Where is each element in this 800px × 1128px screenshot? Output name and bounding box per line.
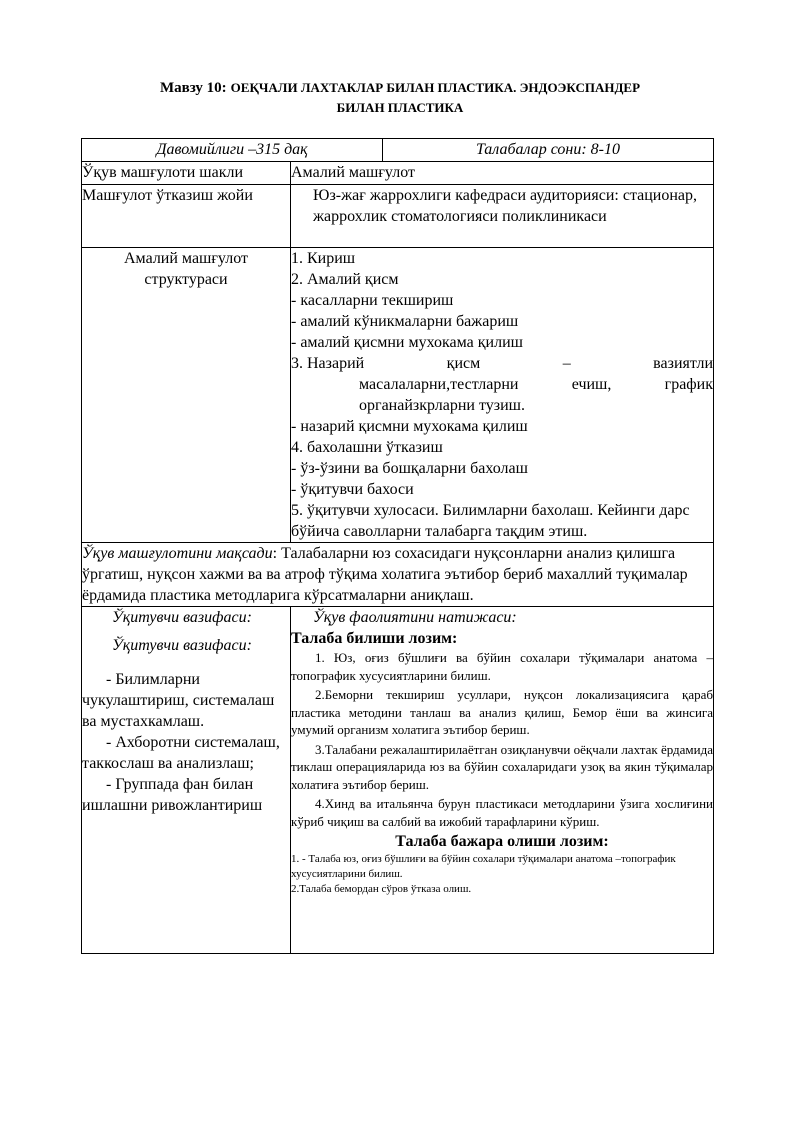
- structure-item: [291, 353, 713, 374]
- teacher-task: - Группада фан билан ишлашни ривожлантириш: [82, 776, 263, 814]
- structure-item: 4. бахолашни ўтказиш: [291, 439, 443, 456]
- know-item: 4.Хинд ва итальянча бурун пластикаси методларини ўзига хослиғини кўриб чиқиш ва салбий ва ижобий тарафларини кўриш.: [291, 796, 713, 829]
- structure-item-part: қисм: [446, 355, 481, 372]
- structure-item: - ўз-ўзини ва бошқаларни бахолаш: [291, 460, 528, 477]
- structure-label: Амалий машғулот структураси: [82, 248, 291, 543]
- header-row: [82, 139, 714, 162]
- structure-item-part: –: [562, 355, 571, 372]
- structure-item: - касалларни текшириш: [291, 292, 454, 309]
- structure-list: [291, 248, 714, 543]
- form-value: Амалий машғулот: [291, 162, 714, 185]
- form-label: Ўқув машғулоти шакли: [82, 162, 291, 185]
- place-label: Машғулот ўтказиш жойи: [82, 185, 291, 248]
- results-heading: Ўқув фаолиятини натижаси:: [313, 609, 517, 626]
- teacher-task: - Ахборотни системалаш, таккослаш ва анализлаш;: [82, 734, 280, 772]
- goal-text: : Талабаларни юз сохасидаги нуқсонларни анализ қилишга ўргатиш, нуқсон хажми ва ва атроф тўқима холатига эътибор бериб махаллий туқималар ёрдамида пластика методларига кўрсатмаларни аниқлаш.: [82, 545, 688, 604]
- structure-item: - назарий қисмни мухокама қилиш: [291, 418, 528, 435]
- teacher-task: - Билимларни чукулаштириш, системалаш ва мустахкамлаш.: [82, 671, 275, 730]
- lesson-plan: [81, 138, 713, 1128]
- skills-heading: Талаба бажара олиши лозим:: [395, 833, 609, 850]
- structure-item: 1. Кириш: [291, 250, 356, 267]
- teacher-heading: Ўқитувчи вазифаси:: [112, 609, 252, 626]
- teacher-heading-repeat: Ўқитувчи вазифаси:: [112, 637, 252, 654]
- know-heading: Талаба билиши лозим:: [291, 630, 458, 647]
- structure-item-part: вазиятли: [653, 355, 713, 372]
- title-line-2: БИЛАН ПЛАСТИКА: [336, 100, 464, 115]
- structure-item-continued: масалаларни,тестларни ечиш, график органайзкрларни тузиш.: [359, 376, 713, 414]
- structure-item: - ўқитувчи бахоси: [291, 481, 414, 498]
- goal-cell: [82, 543, 714, 607]
- form-row: [82, 162, 714, 185]
- tasks-row: [82, 607, 714, 954]
- goal-row: [82, 543, 714, 607]
- structure-item: - амалий кўникмаларни бажариш: [291, 313, 519, 330]
- structure-row: [82, 248, 714, 543]
- results-cell: [291, 607, 714, 954]
- structure-item: 2. Амалий қисм: [291, 271, 399, 288]
- structure-item-part: 3. Назарий: [291, 355, 365, 372]
- know-item: 2.Беморни текшириш усуллари, нуқсон локализациясига қараб пластика методини танлаш ва анализ қилиш, Бемор ёши ва жинсига умумий организм холатига эътибор бериш.: [291, 687, 713, 737]
- structure-item: - амалий қисмни мухокама қилиш: [291, 334, 523, 351]
- skills-item: 1. - Талаба юз, оғиз бўшлиғи ва бўйин сохалари тўқималари анатома –топографик хусусиятларини билиш.: [291, 853, 676, 880]
- title-lead: Мавзу 10:: [159, 80, 227, 96]
- structure-item: 5. ўқитувчи хулосаси. Билимларни бахолаш. Кейинги дарс бўйича саволларни талабарга тақдим этиш.: [291, 502, 690, 540]
- document-title: [80, 78, 720, 117]
- duration-text: Давомийлиги –315 дақ: [156, 141, 308, 158]
- students-text: Талабалар сони: 8-10: [475, 141, 620, 158]
- title-line-1: ОЕҚЧАЛИ ЛАХТАКЛАР БИЛАН ПЛАСТИКА. ЭНДОЭКСПАНДЕР: [230, 80, 641, 95]
- students-cell: [383, 139, 714, 162]
- know-item: 1. Юз, оғиз бўшлиғи ва бўйин сохалари тўқималари анатома –топографик хусусиятларини билиш.: [291, 650, 713, 683]
- place-row: [82, 185, 714, 248]
- goal-label: Ўқув машғулотини мақсади: [82, 545, 273, 562]
- lesson-table: [81, 138, 714, 954]
- teacher-cell: [82, 607, 291, 954]
- duration-cell: [82, 139, 383, 162]
- place-value: Юз-жағ жаррохлиги кафедраси аудиторияси: стационар, жаррохлик стоматологияси поликлиникаси: [291, 185, 714, 248]
- know-item: 3.Талабани режалаштирилаётган озиқланувчи оёқчали лахтак ёрдамида тиклаш операцияларида юз ва бўйин сохаларидаги узоқ ва якин тўқималар холатиға эътибор бериш.: [291, 741, 713, 792]
- skills-item: 2.Талаба бемордан сўров ўтказа олиш.: [291, 883, 472, 895]
